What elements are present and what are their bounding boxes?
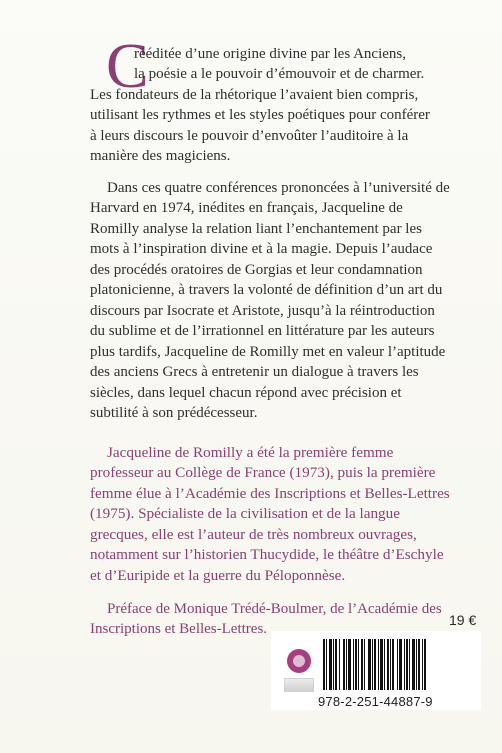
- bio-line-6: notamment sur l’historien Thucydide, le théâtre d’Eschyle: [90, 546, 444, 563]
- price-label: 19 €: [449, 612, 477, 628]
- paragraph-2-line-8: du sublime et de l’irrationnel en littérature par les auteurs: [90, 323, 435, 339]
- bio-line-4: (1975). Spécialiste de la civilisation et de la langue: [90, 505, 400, 522]
- bio-line-7: et d’Euripide et la guerre du Péloponnèse.: [90, 567, 346, 584]
- barcode: [323, 639, 473, 690]
- paragraph-1-line-6: manière des magiciens.: [90, 148, 231, 164]
- publisher-logo-text-block: [284, 678, 314, 692]
- paragraph-1-line-2: la poésie a le pouvoir d’émouvoir et de charmer.: [134, 66, 425, 82]
- paragraph-2-line-1: Dans ces quatre conférences prononcées à l’université de: [107, 180, 450, 196]
- publisher-logo-mark: [287, 649, 311, 673]
- paragraph-2-line-4: mots à l’inspiration divine et à la magie. Depuis l’audace: [90, 241, 433, 257]
- paragraph-2-line-6: platonicienne, à travers la volonté de définition d’un art du: [90, 282, 443, 298]
- preface-line-2: Inscriptions et Belles-Lettres.: [90, 621, 268, 637]
- paragraph-2-line-9: plus tardifs, Jacqueline de Romilly met en valeur l’aptitude: [90, 344, 446, 360]
- paragraph-2-line-11: siècles, dans lequel chacun répond avec précision et: [90, 385, 402, 401]
- bio-line-3: femme élue à l’Académie des Inscriptions et Belles-Lettres: [90, 485, 450, 502]
- paragraph-1-line-1: rééditée d’une origine divine par les Anciens,: [134, 46, 406, 62]
- preface-line-1: Préface de Monique Trédé-Boulmer, de l’Académie des: [107, 601, 442, 617]
- paragraph-2-line-12: subtilité à son prédécesseur.: [90, 405, 258, 421]
- paragraph-2-line-10: des anciens Grecs à entretenir un dialogue à travers les: [90, 364, 419, 380]
- paragraph-2-line-2: Harvard en 1974, inédites en français, Jacqueline de: [90, 200, 403, 216]
- paragraph-2-line-3: Romilly analyse la relation liant l’enchantement par les: [90, 221, 422, 237]
- bio-line-1: Jacqueline de Romilly a été la première femme: [107, 444, 394, 461]
- paragraph-1-line-5: à leurs discours le pouvoir d’envoûter l’auditoire à la: [90, 128, 409, 144]
- bio-line-5: grecques, elle est l’auteur de très nombreux ouvrages,: [90, 526, 417, 543]
- drop-cap: C: [106, 30, 149, 101]
- paragraph-1-line-3: Les fondateurs de la rhétorique l’avaient bien compris,: [90, 87, 419, 103]
- publisher-logo-icon: [283, 641, 314, 701]
- isbn-number: 978-2-251-44887-9: [318, 694, 433, 709]
- paragraph-2-line-5: des procédés oratoires de Gorgias et leur condamnation: [90, 262, 423, 278]
- paragraph-1-line-4: utilisant les rythmes et les styles poétiques pour conférer: [90, 107, 430, 123]
- bio-line-2: professeur au Collège de France (1973), puis la première: [90, 464, 436, 481]
- paragraph-2-line-7: discours par Isocrate et Aristote, jusqu’à la réintroduction: [90, 303, 435, 319]
